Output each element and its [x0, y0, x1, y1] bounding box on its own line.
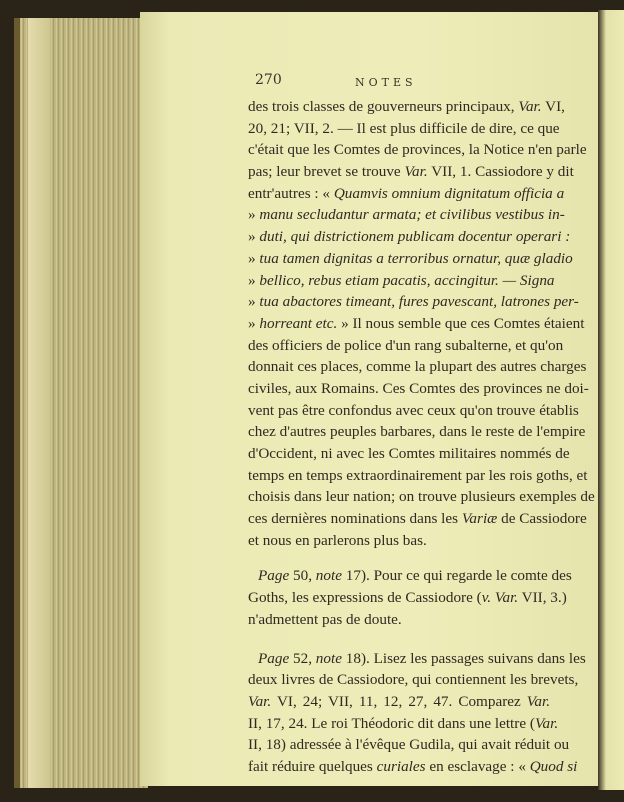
text-line [248, 161, 574, 183]
text-segment: donnait ces places, comme la plupart des autres charges [248, 358, 587, 376]
text-segment: n'admettent pas de doute. [248, 610, 402, 628]
text-segment: » [248, 271, 260, 289]
text-segment: civiles, aux Romains. Ces Comtes des provinces ne doi- [248, 379, 589, 397]
text-segment: VI, 24; VII, 11, 12, 27, 47. Comparez [271, 692, 527, 710]
text-segment: pas; leur brevet se trouve [248, 163, 405, 181]
text-line [248, 443, 570, 465]
text-line [248, 587, 567, 609]
text-line [248, 270, 555, 292]
text-line [248, 465, 588, 487]
text-line [248, 530, 550, 552]
italic-text: duti, qui districtionem publicam docentur operari : [259, 228, 571, 246]
italic-text: note [315, 567, 342, 585]
text-segment: entr'autres : « [248, 184, 334, 202]
italic-text: horreant etc. [259, 314, 338, 332]
text-segment: deux livres de Cassiodore, qui contiennent les brevets, [248, 671, 579, 689]
text-line [248, 335, 564, 357]
italic-text: Quamvis omnium dignitatum officia a [333, 184, 565, 202]
text-line [248, 609, 550, 631]
text-segment: II, 18) adressée à l'évêque Gudila, qui avait réduit ou [248, 736, 570, 754]
text-segment: VI, [541, 98, 565, 115]
text-line [248, 648, 586, 670]
running-header: NOTES [355, 76, 417, 89]
text-segment: 20, 21; VII, 2. — Il est plus difficile de dire, ce que [248, 119, 560, 137]
italic-text: Var. [518, 98, 542, 115]
text-segment: 17). Pour ce qui regarde le comte des [341, 567, 572, 585]
text-line [248, 204, 565, 226]
text-segment: 52, [289, 649, 316, 667]
text-line [248, 118, 560, 140]
text-line [248, 248, 573, 270]
text-line [248, 139, 587, 161]
text-segment: et nous en parlerons plus bas. [248, 531, 427, 549]
body-text [248, 96, 595, 778]
text-line [248, 669, 579, 691]
italic-text: Page [258, 567, 290, 585]
text-line [248, 691, 550, 713]
text-segment: des trois classes de gouverneurs principaux, [248, 98, 519, 115]
text-segment: » [248, 293, 260, 311]
italic-text: tua tamen dignitas a terroribus ornatur, quæ gladio [259, 249, 573, 267]
text-line [248, 313, 585, 335]
text-segment: II, 17, 24. Le roi Théodoric dit dans une lettre ( [248, 714, 535, 732]
italic-text: tua abactores timeant, fures pavescant, latrones per- [259, 293, 579, 311]
italic-text: curiales [376, 757, 426, 775]
text-line [248, 565, 572, 587]
text-segment: temps en temps extraordinairement par les rois goths, et [248, 466, 588, 484]
italic-text: note [315, 649, 342, 667]
text-segment: choisis dans leur nation; on trouve plusieurs exemples de [248, 488, 595, 506]
italic-text: Var. [404, 163, 428, 181]
text-segment: vent pas être confondus avec ceux qu'on trouve établis [248, 401, 579, 419]
italic-text: Var. [534, 714, 559, 732]
text-line [248, 183, 565, 205]
text-line [248, 508, 587, 530]
text-segment: 50, [289, 567, 316, 585]
text-segment: d'Occident, ni avec les Comtes militaires nommés de [248, 445, 570, 462]
text-segment: VII, 1. Cassiodore y dit [427, 163, 574, 181]
text-segment: des officiers de police d'un rang subalterne, et qu'on [248, 336, 564, 354]
page-edges [14, 18, 148, 788]
text-line [248, 756, 578, 778]
text-segment: c'était que les Comtes de provinces, la Notice n'en parle [248, 141, 587, 159]
text-line [248, 356, 587, 378]
text-line [248, 421, 586, 443]
italic-text: v. Var. [481, 589, 519, 607]
text-segment: » [248, 314, 260, 332]
italic-text: Variæ [461, 510, 498, 528]
italic-text: Page [258, 649, 290, 667]
italic-text: Var. [526, 692, 550, 710]
text-segment: VII, 3.) [518, 589, 567, 607]
text-segment: » [248, 206, 260, 224]
italic-text: manu secludantur armata; et civilibus vestibus in- [259, 206, 565, 224]
text-segment: Goths, les expressions de Cassiodore ( [248, 589, 482, 607]
text-line [248, 226, 571, 248]
text-line [248, 400, 579, 422]
text-line [248, 713, 559, 735]
text-segment: » [248, 249, 260, 267]
text-segment: en esclavage : « [425, 757, 530, 775]
italic-text: Var. [248, 692, 272, 710]
text-line [248, 734, 570, 756]
text-segment: » Il nous semble que ces Comtes étaient [337, 314, 585, 332]
text-segment: ces dernières nominations dans les [248, 510, 462, 528]
text-segment: 18). Lisez les passages suivans dans les [341, 649, 586, 667]
text-line [248, 96, 565, 118]
text-segment: » [248, 228, 260, 246]
text-line [248, 378, 589, 400]
facing-page-edge [598, 10, 624, 790]
text-segment: fait réduire quelques [248, 757, 377, 775]
text-line [248, 291, 579, 313]
italic-text: Quod si [529, 757, 578, 775]
text-line [248, 486, 595, 508]
italic-text: bellico, rebus etiam pacatis, accingitur. — Signa [259, 271, 555, 289]
text-segment: de Cassiodore [497, 510, 587, 528]
page-number: 270 [255, 72, 282, 88]
text-segment: chez d'autres peuples barbares, dans le reste de l'empire [248, 423, 586, 441]
